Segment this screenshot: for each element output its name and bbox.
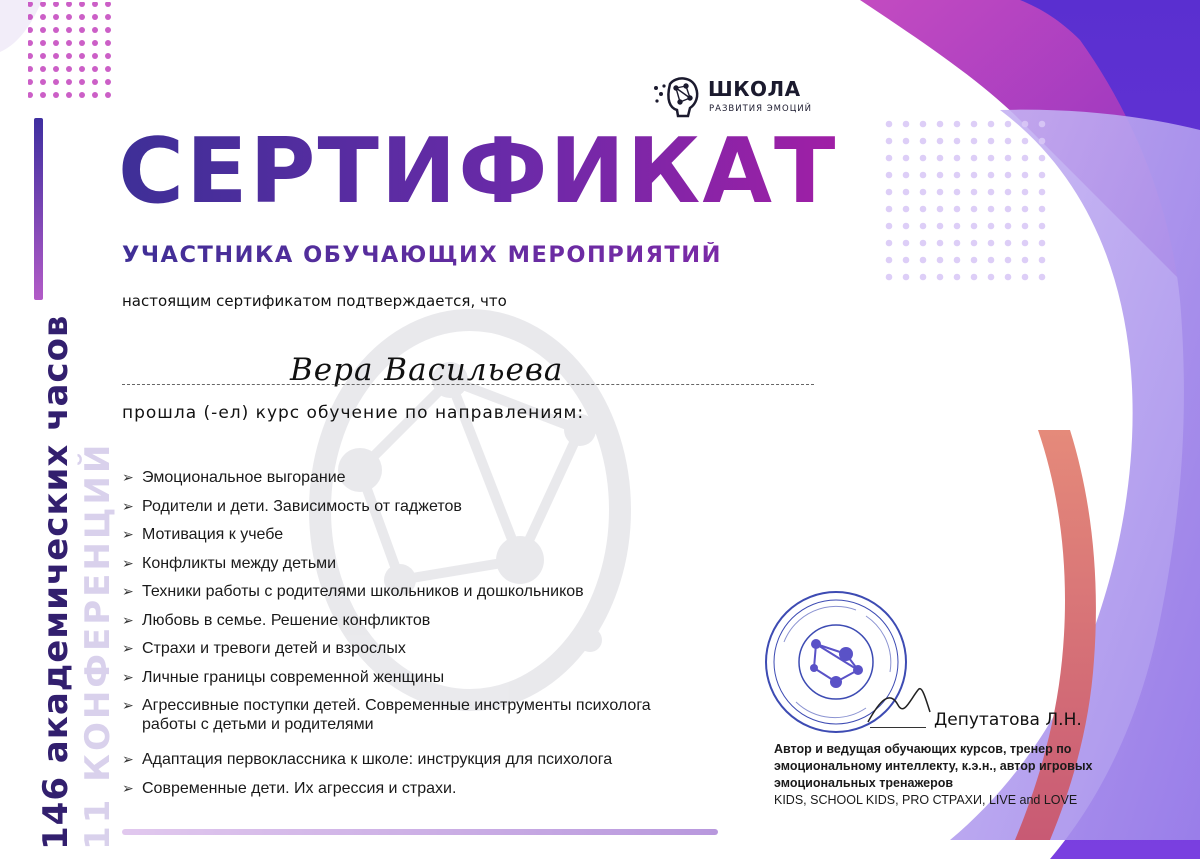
bottom-gradient-bar [122,829,718,835]
course-item: ➢ Личные границы современной женщины [122,669,445,686]
course-item: ➢ Страхи и тревоги детей и взрослых [122,640,406,657]
arrow-bullet-icon: ➢ [122,640,134,656]
certificate-title: СЕРТИФИКАТ [118,119,838,224]
logo-subtitle: РАЗВИТИЯ ЭМОЦИЙ [709,104,813,114]
course-item: ➢ Конфликты между детьми [122,555,337,572]
school-logo [652,74,822,122]
certificate-intro: настоящим сертификатом подтверждается, что [122,292,507,310]
course-intro: прошла (-ел) курс обучение по направлениям: [122,403,585,423]
course-item: ➢ Мотивация к учебе [122,526,284,543]
signer-brands: KIDS, SCHOOL KIDS, PRO СТРАХИ, LIVE and LOVE [774,793,1078,807]
head-network-icon [652,74,702,118]
course-item: ➢ Адаптация первоклассника к школе: инструкция для психолога [122,751,613,768]
arrow-bullet-icon: ➢ [122,526,134,542]
signer-name: Депутатова Л.Н. [934,710,1082,730]
arrow-bullet-icon: ➢ [122,469,134,485]
side-hours-text: 146 академических часов [36,314,76,850]
course-item: ➢ Современные дети. Их агрессия и страхи. [122,780,457,797]
arrow-bullet-icon: ➢ [122,612,134,628]
network-stamp-icon [766,592,906,732]
arrow-bullet-icon: ➢ [122,751,134,767]
course-item: ➢ Любовь в семье. Решение конфликтов [122,612,431,629]
logo-title: ШКОЛА [708,77,801,101]
name-dashed-line [122,384,814,385]
signature-line [870,727,926,728]
course-item: ➢ Родители и дети. Зависимость от гаджетов [122,498,462,515]
course-item: ➢ Техники работы с родителями школьников и дошкольников [122,583,584,600]
arrow-bullet-icon: ➢ [122,498,134,514]
arrow-bullet-icon: ➢ [122,555,134,571]
course-item: ➢ Эмоциональное выгорание [122,469,346,486]
recipient-name: Вера Васильева [290,352,564,388]
certificate-subtitle: УЧАСТНИКА ОБУЧАЮЩИХ МЕРОПРИЯТИЙ [122,242,722,268]
arrow-bullet-icon: ➢ [122,669,134,685]
arrow-bullet-icon: ➢ [122,697,134,713]
arrow-bullet-icon: ➢ [122,780,134,796]
course-item: ➢ Агрессивные поступки детей. Современные инструменты психолога работы с детьми и родителями [122,697,651,733]
arrow-bullet-icon: ➢ [122,583,134,599]
signer-description: Автор и ведущая обучающих курсов, тренер по эмоциональному интеллекту, к.э.н., автор игровых эмоциональных тренажеров KIDS, SCHOOL KIDS, PRO СТРАХИ, LIVE and LOVE [774,741,1104,809]
side-conferences-text: 11 КОНФЕРЕНЦИЙ [78,441,118,850]
